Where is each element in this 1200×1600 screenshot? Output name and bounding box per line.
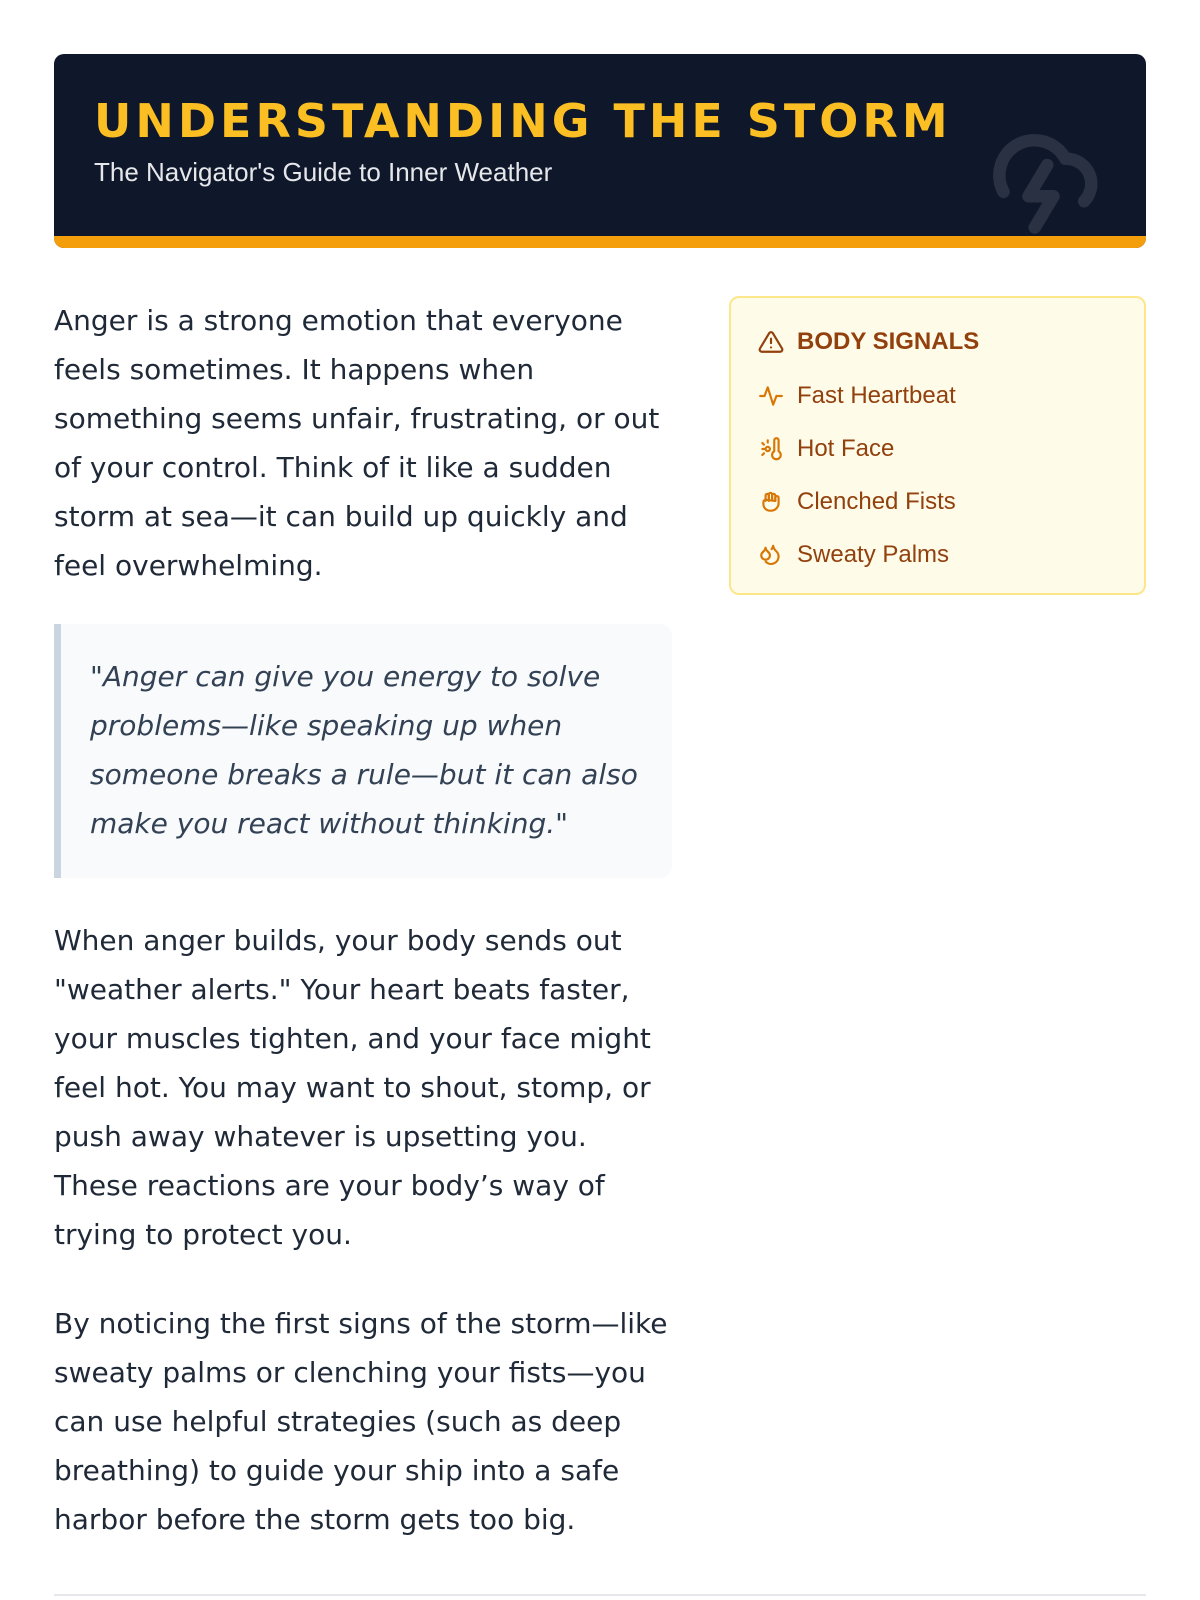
page-subtitle: The Navigator's Guide to Inner Weather <box>94 156 553 187</box>
heartbeat-pulse-icon <box>757 382 785 410</box>
header-banner <box>54 54 1146 248</box>
body-signal-item <box>757 537 1118 573</box>
content-area <box>54 296 1146 1544</box>
article-paragraph: By noticing the first signs of the storm—like sweaty palms or clenching your fists—you can use helpful strategies (such as deep breathing) to guide your ship into a safe harbor before the storm gets too big. <box>54 1307 668 1536</box>
thermometer-sun-icon <box>757 435 785 463</box>
body-signal-label: Hot Face <box>797 435 895 462</box>
article-paragraph: When anger builds, your body sends out "weather alerts." Your heart beats faster, your muscles tighten, and your face might feel hot. You may want to shout, stomp, or push away whatever is upsetting you. These reactions are your body’s way of trying to protect you. <box>54 924 651 1251</box>
body-signals-heading-label: BODY SIGNALS <box>797 328 980 355</box>
article-paragraph: Anger is a strong emotion that everyone feels sometimes. It happens when something seems unfair, frustrating, or out of your control. Think of it like a sudden storm at sea—it can build up quickly and feel overwhelming. <box>54 304 660 582</box>
body-signal-item <box>757 378 1118 414</box>
body-signals-heading <box>757 324 1118 360</box>
body-signal-label: Clenched Fists <box>797 488 956 515</box>
footer-divider <box>54 1594 1146 1596</box>
warning-triangle-icon <box>757 328 785 356</box>
page-title: UNDERSTANDING THE STORM <box>94 94 952 148</box>
pull-quote-text: "Anger can give you energy to solve problems—like speaking up when someone breaks a rule—but it can also make you react without thinking." <box>90 660 638 840</box>
hand-fist-icon <box>757 488 785 516</box>
body-signal-item <box>757 431 1118 467</box>
pull-quote <box>54 624 672 878</box>
body-signal-label: Fast Heartbeat <box>797 382 956 409</box>
body-signal-label: Sweaty Palms <box>797 541 950 568</box>
article-body <box>54 296 672 1544</box>
body-signals-panel <box>729 296 1146 595</box>
storm-cloud-icon <box>966 90 1116 240</box>
body-signal-item <box>757 484 1118 520</box>
droplets-icon <box>757 541 785 569</box>
